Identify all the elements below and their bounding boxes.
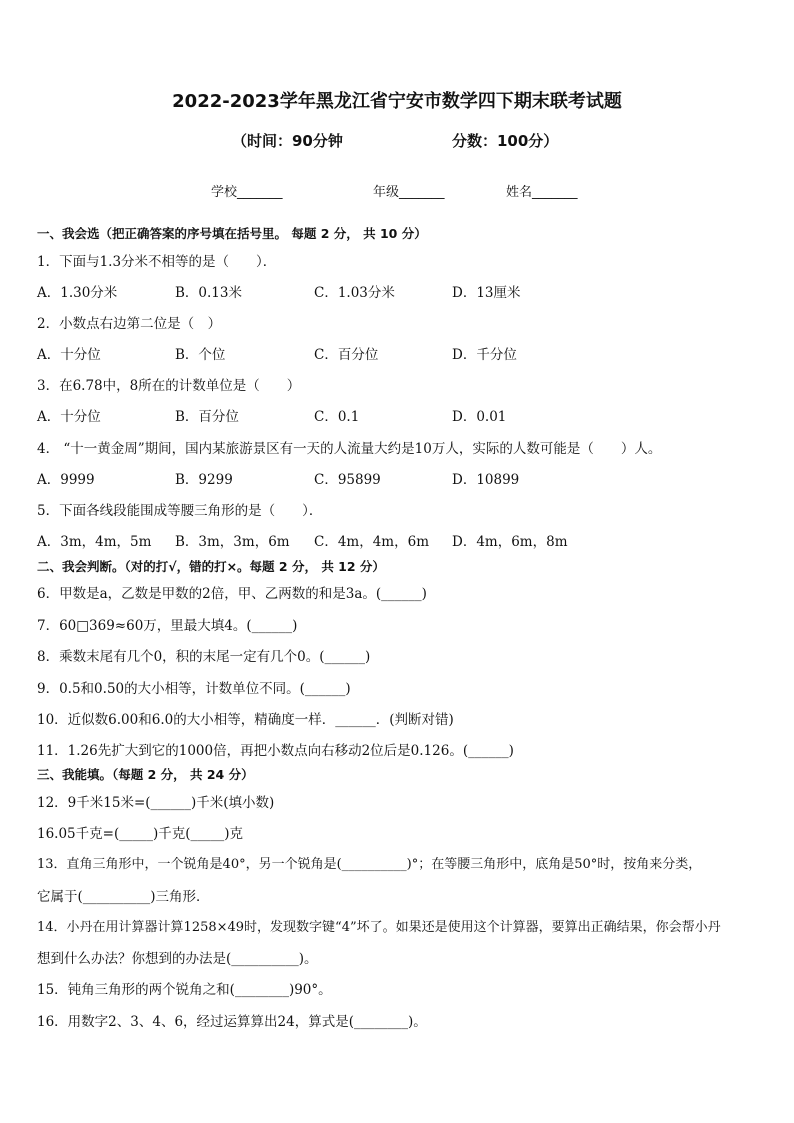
- question-16: 16．用数字2、3、4、6，经过运算算出24，算式是(________)。: [37, 1014, 427, 1030]
- option-1a: A．1.30分米: [37, 285, 118, 301]
- section3-heading: 三、我能填。（每题 2 分， 共 24 分）: [37, 767, 254, 782]
- exam-time: （时间：90分钟: [232, 132, 343, 150]
- question-15: 15．钝角三角形的两个锐角之和(________)90°。: [37, 982, 332, 998]
- question-13-cont: 它属于(__________)三角形．: [37, 889, 210, 905]
- question-12: 12．9千米15米=(______)千米(填小数): [37, 795, 275, 811]
- question-1: 1．下面与1.3分米不相等的是（ ）．: [37, 254, 277, 270]
- option-3c: C．0.1: [314, 409, 360, 425]
- question-14-cont: 想到什么办法？你想到的办法是(__________)。: [37, 951, 318, 967]
- grade-field: 年级_______: [373, 185, 445, 200]
- question-8: 8．乘数末尾有几个0，积的末尾一定有几个0。(______): [37, 649, 371, 665]
- question-12-part2: 16.05千克=(_____)千克(_____)克: [37, 826, 244, 842]
- section2-heading: 二、我会判断。（对的打√，错的打×。每题 2 分， 共 12 分）: [37, 559, 385, 574]
- option-5b: B．3m，3m，6m: [175, 534, 290, 550]
- option-4b: B．9299: [175, 472, 233, 488]
- question-7: 7．60□369≈60万，里最大填4。(______): [37, 618, 298, 634]
- option-3d: D．0.01: [452, 409, 507, 425]
- option-2b: B．个位: [175, 347, 226, 363]
- question-6: 6．甲数是a，乙数是甲数的2倍，甲、乙两数的和是3a。(______): [37, 586, 427, 602]
- option-3b: B．百分位: [175, 409, 239, 425]
- option-1d: D．13厘米: [452, 285, 521, 301]
- option-4a: A．9999: [37, 472, 95, 488]
- option-1b: B．0.13米: [175, 285, 242, 301]
- option-1c: C．1.03分米: [314, 285, 395, 301]
- question-2: 2．小数点右边第二位是（ ）: [37, 316, 222, 332]
- question-9: 9．0.5和0.50的大小相等，计数单位不同。(______): [37, 681, 351, 697]
- option-3a: A．十分位: [37, 409, 101, 425]
- exam-score: 分数：100分）: [452, 132, 559, 150]
- option-5a: A．3m，4m，5m: [37, 534, 152, 550]
- option-4d: D．10899: [452, 472, 520, 488]
- option-5d: D．4m，6m，8m: [452, 534, 568, 550]
- question-13: 13．直角三角形中，一个锐角是40°，另一个锐角是(__________)°；在等腰三角形中，底角是50°时，按角来分类，: [37, 857, 702, 872]
- question-5: 5．下面各线段能围成等腰三角形的是（ ）．: [37, 503, 323, 519]
- name-field: 姓名_______: [506, 185, 578, 200]
- question-3: 3．在6.78中，8所在的计数单位是（ ）: [37, 378, 301, 394]
- option-5c: C．4m，4m，6m: [314, 534, 430, 550]
- question-10: 10．近似数6.00和6.0的大小相等，精确度一样．______．(判断对错): [37, 712, 454, 728]
- option-4c: C．95899: [314, 472, 381, 488]
- section1-heading: 一、我会选（把正确答案的序号填在括号里。 每题 2 分， 共 10 分）: [37, 226, 427, 241]
- option-2a: A．十分位: [37, 347, 101, 363]
- question-14: 14．小丹在用计算器计算1258×49时，发现数字键“4”坏了。如果还是使用这个计算器，要算出正确结果，你会帮小丹: [37, 920, 721, 935]
- school-field: 学校_______: [211, 185, 283, 200]
- page-title: 2022-2023学年黑龙江省宁安市数学四下期末联考试题: [172, 91, 622, 112]
- option-2c: C．百分位: [314, 347, 379, 363]
- option-2d: D．千分位: [452, 347, 517, 363]
- question-11: 11．1.26先扩大到它的1000倍，再把小数点向右移动2位后是0.126。(______): [37, 743, 514, 759]
- question-4: 4． “十一黄金周”期间，国内某旅游景区有一天的人流量大约是10万人，实际的人数可能是（ ）人。: [37, 441, 662, 457]
